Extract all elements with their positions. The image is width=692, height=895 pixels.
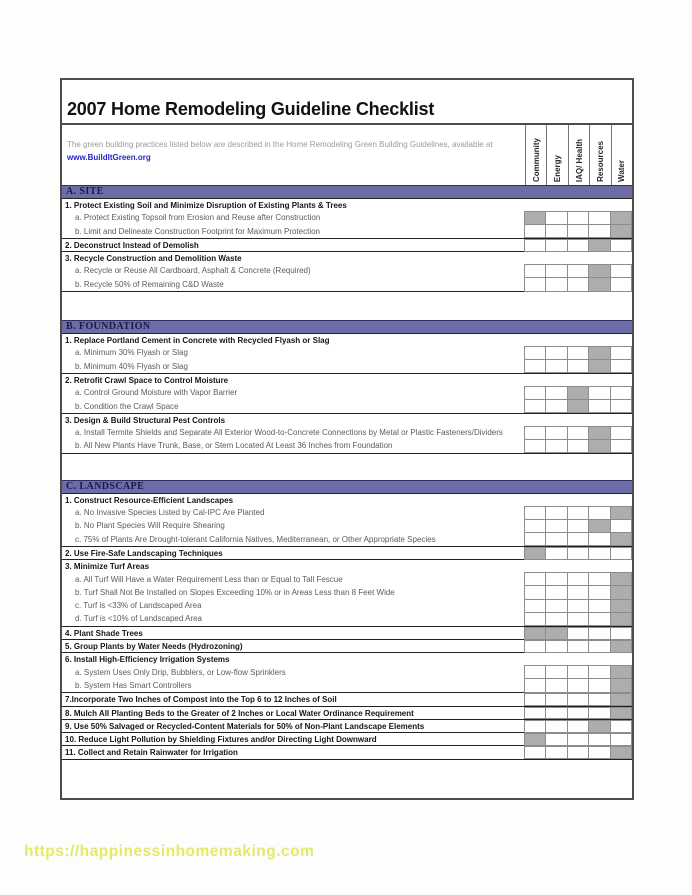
row-label: a. Recycle or Reuse All Cardboard, Asphalt & Concrete (Required)	[75, 266, 311, 276]
row-label: 11. Collect and Retain Rainwater for Irrigation	[65, 748, 238, 758]
cell-iaq-health[interactable]	[567, 506, 589, 520]
cell-energy[interactable]	[545, 532, 567, 546]
page-title: 2007 Home Remodeling Guideline Checklist	[62, 80, 632, 125]
row-label: a. Install Termite Shields and Separate All Exterior Wood-to-Concrete Connections by Metal or Plastic Fasteners/Dividers	[75, 428, 503, 438]
cell-community[interactable]	[524, 585, 546, 599]
checklist-row	[62, 559, 632, 572]
cell-community[interactable]	[524, 720, 546, 733]
row-label: 3. Minimize Turf Areas	[65, 562, 150, 572]
cell-resources[interactable]	[588, 519, 610, 533]
section-gap	[62, 453, 632, 480]
checklist-row	[62, 546, 632, 559]
section-gap	[62, 291, 632, 320]
cell-water[interactable]	[610, 612, 632, 626]
checklist-row	[62, 719, 632, 732]
cell-water[interactable]	[610, 506, 632, 520]
category-column-headers	[525, 125, 632, 185]
cell-water[interactable]	[610, 640, 632, 653]
cell-water[interactable]	[610, 585, 632, 599]
criteria-cells	[525, 627, 632, 639]
checklist-row	[62, 333, 632, 346]
checklist-row	[62, 439, 632, 452]
criteria-cells	[525, 640, 632, 652]
column-header-energy	[546, 125, 567, 185]
cell-energy[interactable]	[545, 211, 567, 225]
cell-water[interactable]	[610, 678, 632, 692]
cell-resources[interactable]	[588, 640, 610, 653]
cell-community[interactable]	[524, 439, 546, 453]
cell-iaq-health[interactable]	[567, 519, 589, 533]
cell-community[interactable]	[524, 359, 546, 373]
cell-resources[interactable]	[588, 346, 610, 360]
cell-resources[interactable]	[588, 532, 610, 546]
checklist-row	[62, 599, 632, 612]
cell-energy[interactable]	[545, 346, 567, 360]
cell-energy[interactable]	[545, 585, 567, 599]
cell-iaq-health[interactable]	[567, 627, 589, 640]
cell-community[interactable]	[524, 599, 546, 613]
row-label: 5. Group Plants by Water Needs (Hydrozoning)	[65, 642, 243, 652]
checklist-row	[62, 666, 632, 679]
checklist-row	[62, 238, 632, 251]
cell-resources[interactable]	[588, 211, 610, 225]
checklist-row	[62, 251, 632, 264]
cell-energy[interactable]	[545, 506, 567, 520]
row-label: a. Protect Existing Topsoil from Erosion and Reuse after Construction	[75, 213, 321, 223]
row-label: d. Turf is <10% of Landscaped Area	[75, 614, 202, 624]
cell-energy[interactable]	[545, 264, 567, 278]
cell-energy[interactable]	[545, 277, 567, 291]
cell-resources[interactable]	[588, 439, 610, 453]
row-label: b. Limit and Delineate Construction Footprint for Maximum Protection	[75, 226, 320, 236]
checklist-row	[62, 639, 632, 652]
cell-energy[interactable]	[545, 599, 567, 613]
cell-resources[interactable]	[588, 585, 610, 599]
criteria-cells	[525, 533, 632, 546]
criteria-cells	[525, 679, 632, 692]
row-label: a. Minimum 30% Flyash or Slag	[75, 348, 188, 358]
row-label: 10. Reduce Light Pollution by Shielding Fixtures and/or Directing Light Downward	[65, 735, 377, 745]
cell-energy[interactable]	[545, 612, 567, 626]
cell-iaq-health[interactable]	[567, 599, 589, 613]
cell-energy[interactable]	[545, 224, 567, 238]
cell-resources[interactable]	[588, 264, 610, 278]
criteria-cells	[525, 560, 632, 572]
cell-iaq-health[interactable]	[567, 665, 589, 679]
cell-water[interactable]	[610, 519, 632, 533]
cell-resources[interactable]	[588, 599, 610, 613]
cell-iaq-health[interactable]	[567, 678, 589, 692]
cell-resources[interactable]	[588, 224, 610, 238]
cell-resources[interactable]	[588, 720, 610, 733]
criteria-cells	[525, 264, 632, 277]
checklist-row	[62, 198, 632, 211]
cell-community[interactable]	[524, 746, 546, 759]
cell-water[interactable]	[610, 264, 632, 278]
cell-iaq-health[interactable]	[567, 211, 589, 225]
row-label: c. 75% of Plants Are Drought-tolerant California Natives, Mediterranean, or Other Appropriate Species	[75, 534, 436, 544]
row-label: b. No Plant Species Will Require Shearing	[75, 521, 225, 531]
cell-community[interactable]	[524, 707, 546, 720]
criteria-cells	[525, 547, 632, 559]
cell-water[interactable]	[610, 439, 632, 453]
cell-energy[interactable]	[545, 359, 567, 373]
cell-community[interactable]	[524, 678, 546, 692]
checklist-row	[62, 360, 632, 373]
cell-iaq-health[interactable]	[567, 693, 589, 706]
checklist-row	[62, 626, 632, 639]
row-label: 4. Plant Shade Trees	[65, 628, 143, 638]
builditgreen-link[interactable]: www.BuildItGreen.org	[67, 153, 151, 163]
row-label: b. Recycle 50% of Remaining C&D Waste	[75, 279, 224, 289]
cell-community[interactable]	[524, 733, 546, 746]
row-label: b. Turf Shall Not Be Installed on Slopes Exceeding 10% or in Areas Less than 8 Feet Wide	[75, 587, 395, 597]
intro-text-body: The green building practices listed below are described in the Home Remodeling Green Building Guidelines, available at	[67, 140, 493, 149]
criteria-cells	[525, 612, 632, 625]
criteria-cells	[525, 252, 632, 264]
criteria-cells	[525, 519, 632, 532]
cell-iaq-health[interactable]	[567, 720, 589, 733]
row-label: c. Turf is <33% of Landscaped Area	[75, 601, 202, 611]
cell-energy[interactable]	[545, 733, 567, 746]
checklist-row	[62, 573, 632, 586]
criteria-cells	[525, 693, 632, 705]
checklist-row	[62, 386, 632, 399]
cell-water[interactable]	[610, 693, 632, 706]
column-header-label: IAQ/ Health	[574, 138, 584, 182]
checklist-row	[62, 346, 632, 359]
checklist-row	[62, 400, 632, 413]
criteria-cells	[525, 746, 632, 758]
column-header-water	[611, 125, 632, 185]
criteria-cells	[525, 586, 632, 599]
criteria-cells	[525, 374, 632, 386]
cell-water[interactable]	[610, 733, 632, 746]
cell-energy[interactable]	[545, 693, 567, 706]
checklist-row	[62, 225, 632, 238]
cell-resources[interactable]	[588, 359, 610, 373]
cell-iaq-health[interactable]	[567, 585, 589, 599]
column-header-iaq-health	[568, 125, 589, 185]
cell-resources[interactable]	[588, 627, 610, 640]
row-label: b. Minimum 40% Flyash or Slag	[75, 361, 188, 371]
cell-energy[interactable]	[545, 519, 567, 533]
cell-water[interactable]	[610, 627, 632, 640]
cell-iaq-health[interactable]	[567, 746, 589, 759]
checklist-row	[62, 373, 632, 386]
cell-water[interactable]	[610, 224, 632, 238]
cell-community[interactable]	[524, 239, 546, 252]
cell-water[interactable]	[610, 359, 632, 373]
cell-energy[interactable]	[545, 547, 567, 560]
cell-energy[interactable]	[545, 386, 567, 400]
cell-community[interactable]	[524, 211, 546, 225]
cell-community[interactable]	[524, 224, 546, 238]
row-label: b. All New Plants Have Trunk, Base, or Stem Located At Least 36 Inches from Foundation	[75, 441, 393, 451]
checklist-row	[62, 278, 632, 291]
intro-text	[62, 125, 525, 185]
criteria-cells	[525, 506, 632, 519]
cell-iaq-health[interactable]	[567, 346, 589, 360]
cell-community[interactable]	[524, 532, 546, 546]
checklist-row	[62, 652, 632, 665]
cell-iaq-health[interactable]	[567, 572, 589, 586]
cell-energy[interactable]	[545, 439, 567, 453]
cell-iaq-health[interactable]	[567, 399, 589, 413]
criteria-cells	[525, 199, 632, 211]
checklist-row	[62, 426, 632, 439]
cell-water[interactable]	[610, 239, 632, 252]
row-label: 7.Incorporate Two Inches of Compost into the Top 6 to 12 Inches of Soil	[65, 695, 337, 705]
cell-resources[interactable]	[588, 572, 610, 586]
criteria-cells	[525, 400, 632, 413]
cell-resources[interactable]	[588, 547, 610, 560]
cell-iaq-health[interactable]	[567, 640, 589, 653]
cell-community[interactable]	[524, 612, 546, 626]
criteria-cells	[525, 334, 632, 346]
cell-resources[interactable]	[588, 678, 610, 692]
cell-energy[interactable]	[545, 399, 567, 413]
cell-energy[interactable]	[545, 746, 567, 759]
cell-iaq-health[interactable]	[567, 277, 589, 291]
criteria-cells	[525, 414, 632, 426]
cell-resources[interactable]	[588, 506, 610, 520]
row-label: 9. Use 50% Salvaged or Recycled-Content Materials for 50% of Non-Plant Landscape Elements	[65, 721, 425, 731]
cell-iaq-health[interactable]	[567, 547, 589, 560]
criteria-cells	[525, 653, 632, 665]
row-label: 1. Replace Portland Cement in Concrete with Recycled Flyash or Slag	[65, 336, 330, 346]
cell-iaq-health[interactable]	[567, 386, 589, 400]
cell-energy[interactable]	[545, 720, 567, 733]
section-header-a-site: A. SITE	[62, 185, 632, 198]
cell-community[interactable]	[524, 506, 546, 520]
cell-water[interactable]	[610, 532, 632, 546]
section-gap	[62, 759, 632, 774]
column-header-label: Community	[531, 138, 541, 182]
row-label: b. Condition the Crawl Space	[75, 401, 179, 411]
column-header-label: Water	[617, 160, 627, 182]
cell-iaq-health[interactable]	[567, 426, 589, 440]
criteria-cells	[525, 733, 632, 745]
row-label: a. System Uses Only Drip, Bubblers, or Low-flow Sprinklers	[75, 667, 286, 677]
cell-resources[interactable]	[588, 426, 610, 440]
checklist-row	[62, 264, 632, 277]
cell-energy[interactable]	[545, 678, 567, 692]
cell-resources[interactable]	[588, 693, 610, 706]
cell-resources[interactable]	[588, 733, 610, 746]
criteria-cells	[525, 426, 632, 439]
cell-iaq-health[interactable]	[567, 707, 589, 720]
criteria-cells	[525, 707, 632, 719]
criteria-cells	[525, 599, 632, 612]
criteria-cells	[525, 573, 632, 586]
cell-community[interactable]	[524, 665, 546, 679]
checklist-row	[62, 413, 632, 426]
cell-energy[interactable]	[545, 572, 567, 586]
cell-community[interactable]	[524, 346, 546, 360]
cell-water[interactable]	[610, 426, 632, 440]
cell-iaq-health[interactable]	[567, 612, 589, 626]
watermark-url: https://happinessinhomemaking.com	[24, 843, 315, 860]
cell-community[interactable]	[524, 386, 546, 400]
cell-iaq-health[interactable]	[567, 239, 589, 252]
cell-energy[interactable]	[545, 707, 567, 720]
cell-resources[interactable]	[588, 386, 610, 400]
cell-resources[interactable]	[588, 277, 610, 291]
checklist-row	[62, 211, 632, 224]
row-label: b. System Has Smart Controllers	[75, 680, 192, 690]
row-label: a. Control Ground Moisture with Vapor Barrier	[75, 388, 238, 398]
row-label: 1. Protect Existing Soil and Minimize Disruption of Existing Plants & Trees	[65, 201, 347, 210]
cell-community[interactable]	[524, 277, 546, 291]
cell-resources[interactable]	[588, 746, 610, 759]
cell-resources[interactable]	[588, 612, 610, 626]
cell-water[interactable]	[610, 572, 632, 586]
row-label: 1. Construct Resource-Efficient Landscapes	[65, 495, 234, 505]
cell-community[interactable]	[524, 547, 546, 560]
criteria-cells	[525, 720, 632, 732]
checklist-row	[62, 586, 632, 599]
table-header	[62, 125, 632, 185]
criteria-cells	[525, 666, 632, 679]
cell-energy[interactable]	[545, 239, 567, 252]
criteria-cells	[525, 211, 632, 224]
cell-community[interactable]	[524, 264, 546, 278]
cell-community[interactable]	[524, 693, 546, 706]
checklist-row	[62, 519, 632, 532]
row-label: 8. Mulch All Planting Beds to the Greater of 2 Inches or Local Water Ordinance Requirement	[65, 708, 414, 718]
criteria-cells	[525, 225, 632, 238]
column-header-community	[525, 125, 546, 185]
column-header-resources	[589, 125, 610, 185]
cell-community[interactable]	[524, 519, 546, 533]
row-label: 3. Design & Build Structural Pest Controls	[65, 415, 226, 425]
cell-community[interactable]	[524, 627, 546, 640]
criteria-cells	[525, 360, 632, 373]
cell-energy[interactable]	[545, 426, 567, 440]
cell-community[interactable]	[524, 426, 546, 440]
cell-iaq-health[interactable]	[567, 264, 589, 278]
checklist-body	[62, 185, 632, 774]
cell-water[interactable]	[610, 599, 632, 613]
criteria-cells	[525, 346, 632, 359]
cell-water[interactable]	[610, 665, 632, 679]
cell-iaq-health[interactable]	[567, 224, 589, 238]
cell-iaq-health[interactable]	[567, 359, 589, 373]
checklist-row	[62, 493, 632, 506]
checklist-row	[62, 692, 632, 705]
row-label: 2. Retrofit Crawl Space to Control Moisture	[65, 375, 229, 385]
checklist-table	[60, 78, 634, 800]
cell-resources[interactable]	[588, 399, 610, 413]
cell-water[interactable]	[610, 386, 632, 400]
cell-energy[interactable]	[545, 627, 567, 640]
cell-resources[interactable]	[588, 239, 610, 252]
row-label: 6. Install High-Efficiency Irrigation Systems	[65, 655, 230, 665]
section-header-c-landscape: C. LANDSCAPE	[62, 480, 632, 493]
cell-community[interactable]	[524, 640, 546, 653]
section-header-b-foundation: B. FOUNDATION	[62, 320, 632, 333]
criteria-cells	[525, 439, 632, 452]
cell-community[interactable]	[524, 399, 546, 413]
column-header-label: Resources	[595, 141, 605, 182]
checklist-row	[62, 745, 632, 758]
cell-iaq-health[interactable]	[567, 532, 589, 546]
cell-water[interactable]	[610, 746, 632, 759]
cell-water[interactable]	[610, 399, 632, 413]
criteria-cells	[525, 239, 632, 251]
criteria-cells	[525, 386, 632, 399]
row-label: a. All Turf Will Have a Water Requirement Less than or Equal to Tall Fescue	[75, 574, 343, 584]
cell-water[interactable]	[610, 720, 632, 733]
row-label: 3. Recycle Construction and Demolition Waste	[65, 254, 242, 264]
cell-energy[interactable]	[545, 640, 567, 653]
row-label: 2. Use Fire-Safe Landscaping Techniques	[65, 548, 223, 558]
cell-resources[interactable]	[588, 665, 610, 679]
cell-iaq-health[interactable]	[567, 733, 589, 746]
cell-water[interactable]	[610, 277, 632, 291]
checklist-row	[62, 679, 632, 692]
cell-resources[interactable]	[588, 707, 610, 720]
cell-energy[interactable]	[545, 665, 567, 679]
row-label: 2. Deconstruct Instead of Demolish	[65, 240, 199, 250]
checklist-row	[62, 506, 632, 519]
cell-water[interactable]	[610, 211, 632, 225]
cell-iaq-health[interactable]	[567, 439, 589, 453]
checklist-row	[62, 732, 632, 745]
row-label: a. No Invasive Species Listed by Cal-IPC Are Planted	[75, 508, 265, 518]
cell-water[interactable]	[610, 547, 632, 560]
criteria-cells	[525, 278, 632, 291]
checklist-row	[62, 706, 632, 719]
cell-water[interactable]	[610, 346, 632, 360]
column-header-label: Energy	[553, 154, 563, 182]
checklist-row	[62, 533, 632, 546]
cell-community[interactable]	[524, 572, 546, 586]
cell-water[interactable]	[610, 707, 632, 720]
checklist-row	[62, 612, 632, 625]
criteria-cells	[525, 494, 632, 506]
